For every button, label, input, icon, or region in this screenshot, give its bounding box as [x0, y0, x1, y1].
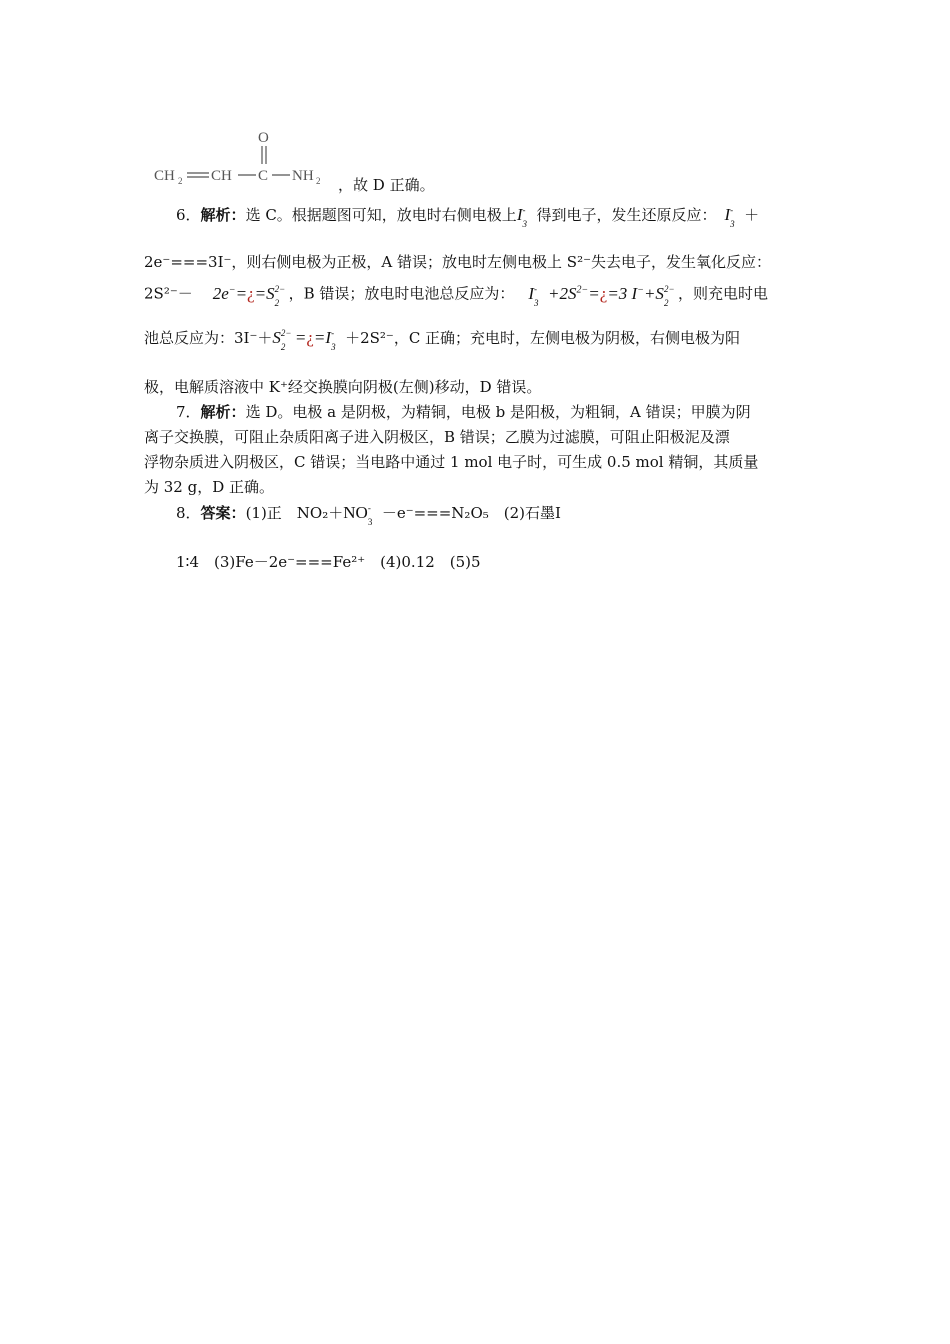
q6-line-5: 极，电解质溶液中 K⁺经交换膜向阴极(左侧)移动，D 错误。 [144, 378, 542, 396]
q8-line-1 [176, 503, 561, 527]
q8-number: 8． [176, 504, 201, 522]
q6-line-1 [176, 205, 760, 229]
charging-equation: S 2− 2 =¿=I - 3 [272, 328, 336, 352]
acrylamide-structure [154, 126, 334, 190]
q6-text-1a: 选 C。根据题图可知，放电时右侧电极上 [245, 206, 517, 224]
structure-conclusion: ，故 D 正确。 [338, 176, 435, 194]
nh2-subscript: 2 [316, 176, 321, 186]
q6-text-3a: 2S²⁻－ [144, 284, 193, 303]
q7-text-1: 选 D。电极 a 是阴极，为精铜，电极 b 是阳极，为粗铜，A 错误；甲膜为阴 [245, 403, 751, 421]
q6-text-3c: ，则充电时电 [677, 284, 768, 303]
q6-text-3b: ，B 错误；放电时电池总反应为： [288, 284, 515, 303]
oxygen-atom: O [258, 130, 269, 146]
q7-label: 解析： [200, 403, 246, 421]
q7-line-2: 离子交换膜，可阻止杂质阳离子进入阴极区，B 错误；乙膜为过滤膜，可阻止阳极泥及漂 [144, 428, 730, 446]
q8-label: 答案： [200, 504, 246, 522]
q7-line-3: 浮物杂质进入阴极区，C 错误；当电路中通过 1 mol 电子时，可生成 0.5 mol 精铜，其质量 [144, 453, 759, 471]
q6-line-2: 2e⁻===3I⁻，则右侧电极为正极，A 错误；放电时左侧电极上 S²⁻失去电子，发生氧化反应： [144, 253, 772, 271]
q6-text-1c: ＋ [744, 206, 760, 224]
q8-text-1a: (1)正 NO₂＋ [245, 504, 344, 522]
carbonyl-carbon: C [258, 168, 269, 184]
structure-drawing [154, 126, 334, 190]
ch2-group: CH [154, 168, 175, 184]
q6-number: 6． [176, 206, 201, 224]
oxidation-equation: 2e−=¿=S 2− 2 [212, 283, 286, 308]
q7-line-4: 为 32 g，D 正确。 [144, 478, 275, 496]
total-reaction-equation: I - 3 $+2S^{2-}=¿=3$ I−+S 2− 2 [528, 283, 675, 308]
q6-line-3 [144, 280, 768, 308]
ch2-subscript: 2 [178, 176, 183, 186]
i3-formula: I - 3 [516, 205, 527, 229]
q7-number: 7． [176, 403, 201, 421]
q7-line-1 [176, 402, 751, 422]
ch-group: CH [211, 168, 232, 184]
q8-line-2: 1∶4 (3)Fe－2e⁻===Fe²⁺ (4)0.12 (5)5 [176, 553, 481, 571]
q8-text-1b: －e⁻===N₂O₅ (2)石墨Ⅰ [381, 504, 561, 522]
i3-formula-2: I - 3 [724, 205, 735, 229]
q6-line-4 [144, 328, 741, 352]
q6-label: 解析： [200, 206, 246, 224]
q6-text-4a: 池总反应为：3I⁻＋ [144, 329, 273, 347]
nh2-group: NH [292, 168, 314, 184]
no3-formula: NO - 3 [343, 503, 373, 527]
q6-text-4b: ＋2S²⁻，C 正确；充电时，左侧电极为阴极，右侧电极为阳 [345, 329, 741, 347]
q6-text-1b: 得到电子，发生还原反应： [536, 206, 717, 224]
